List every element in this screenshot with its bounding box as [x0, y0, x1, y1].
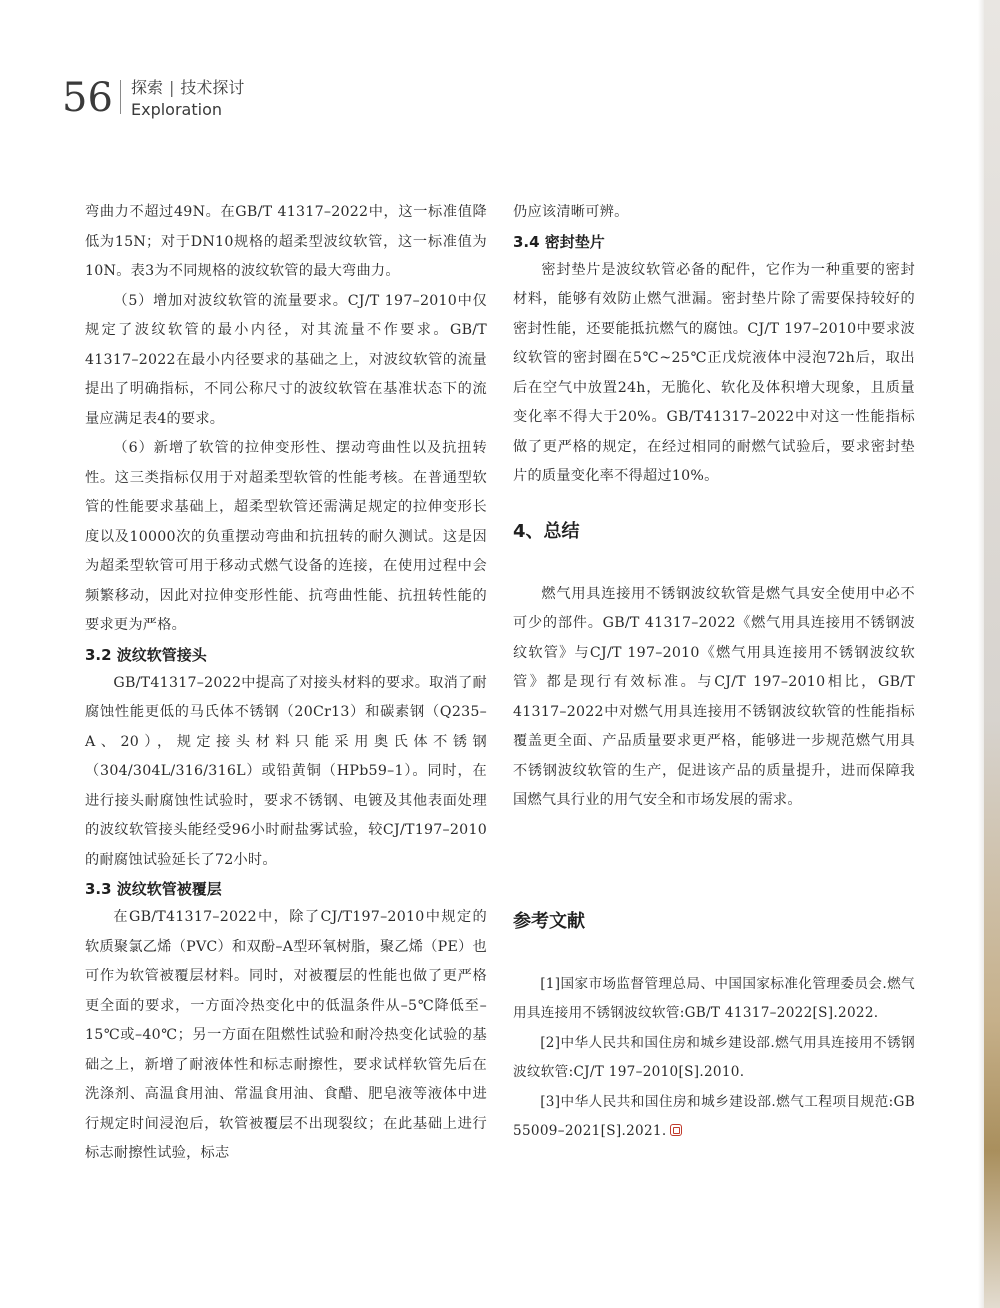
paragraph-continued-right: 仍应该清晰可辨。	[513, 204, 629, 220]
paragraph-3-3: 在GB/T41317–2022中，除了CJ/T197–2010中规定的软质聚氯乙烯（PVC）和双酚–A型环氧树脂，聚乙烯（PE）也可作为软管被覆层材料。同时，对被覆层的性能也做了更严格更全面的要求，一方面冷热变化中的低温条件从–5℃降低至–15℃或–40℃；另一方面在阻燃性试验和耐冷热变化试验的基础之上，新增了耐液体性和标志耐擦性，要求试样软管先后在洗涤剂、高温食用油、常温食用油、食醋、肥皂液等液体中进行规定时间浸泡后，软管被覆层不出现裂纹；在此基础上进行标志耐擦性试验，标志	[85, 909, 487, 1161]
paragraph-continued: 弯曲力不超过49N。在GB/T 41317–2022中，这一标准值降低为15N；对于DN10规格的超柔型波纹软管，这一标准值为10N。表3为不同规格的波纹软管的最大弯曲力。	[85, 204, 487, 279]
subsection-title-cn: 技术探讨	[180, 78, 245, 97]
paragraph-item-6: （6）新增了软管的拉伸变形性、摆动弯曲性以及抗扭转性。这三类指标仅用于对超柔型软管的性能考核。在普通型软管的性能要求基础上，超柔型软管还需满足规定的拉伸变形长度以及10000次的负重摆动弯曲和抗扭转的耐久测试。这是因为超柔型软管可用于移动式燃气设备的连接，在使用过程中会频繁移动，因此对拉伸变形性能、抗弯曲性能、抗扭转性能的要求更为严格。	[85, 440, 487, 633]
heading-3-2: 3.2 波纹软管接头	[85, 645, 207, 664]
paragraph-3-2: GB/T41317–2022中提高了对接头材料的要求。取消了耐腐蚀性能更低的马氏体不锈钢（20Cr13）和碳素钢（Q235–A、20），规定接头材料只能采用奥氏体不锈钢（304/304L/316/316L）或铅黄铜（HPb59–1）。同时，在进行接头耐腐蚀性试验时，要求不锈钢、电镀及其他表面处理的波纹软管接头能经受96小时耐盐雾试验，较CJ/T197–2010的耐腐蚀试验延长了72小时。	[85, 674, 487, 868]
section-divider: |	[169, 78, 175, 97]
heading-summary: 4、总结	[513, 520, 580, 542]
section-title-en: Exploration	[131, 100, 222, 119]
paragraph-item-5: （5）增加对波纹软管的流量要求。CJ/T 197–2010中仅规定了波纹软管的最小内径，对其流量不作要求。GB/T 41317–2022在最小内径要求的基础之上，对波纹软管的流量提出了明确指标，不同公称尺寸的波纹软管在基准状态下的流量应满足表4的要求。	[85, 292, 487, 427]
header-divider	[120, 80, 121, 114]
reference-text: [3]中华人民共和国住房和城乡建设部.燃气工程项目规范:GB 55009–2021[S].2021.	[513, 1093, 915, 1139]
left-column	[85, 198, 487, 1169]
page-number: 56	[62, 75, 113, 121]
end-mark-icon	[670, 1124, 682, 1136]
right-column	[513, 198, 915, 1147]
page-edge-shade	[978, 0, 984, 1308]
heading-3-4: 3.4 密封垫片	[513, 232, 605, 251]
section-title-cn: 探索	[131, 78, 164, 97]
section-header	[131, 78, 244, 98]
heading-3-3: 3.3 波纹软管被覆层	[85, 880, 222, 898]
paragraph-3-4: 密封垫片是波纹软管必备的配件，它作为一种重要的密封材料，能够有效防止燃气泄漏。密封垫片除了需要保持较好的密封性能，还要能抵抗燃气的腐蚀。CJ/T 197–2010中要求波纹软管的密封圈在5℃~25℃正戊烷液体中浸泡72h后，取出后在空气中放置24h，无脆化、软化及体积增大现象，且质量变化率不得大于20%。GB/T41317–2022中对这一性能指标做了更严格的规定，在经过相同的耐燃气试验后，要求密封垫片的质量变化率不得超过10%。	[513, 261, 915, 484]
heading-references: 参考文献	[513, 910, 585, 932]
reference-item	[513, 1088, 915, 1147]
reference-item: [1]国家市场监督管理总局、中国国家标准化管理委员会.燃气用具连接用不锈钢波纹软管:GB/T 41317–2022[S].2022.	[513, 975, 915, 1021]
paragraph-summary: 燃气用具连接用不锈钢波纹软管是燃气具安全使用中必不可少的部件。GB/T 41317–2022《燃气用具连接用不锈钢波纹软管》与CJ/T 197–2010《燃气用具连接用不锈钢波纹软管》都是现行有效标准。与CJ/T 197–2010相比，GB/T 41317–2022中对燃气用具连接用不锈钢波纹软管的性能指标覆盖更全面、产品质量要求更严格，能够进一步规范燃气用具不锈钢波纹软管的生产，促进该产品的质量提升，进而保障我国燃气具行业的用气安全和市场发展的需求。	[513, 585, 915, 808]
page-edge-band	[984, 0, 1000, 1308]
reference-item: [2]中华人民共和国住房和城乡建设部.燃气用具连接用不锈钢波纹软管:CJ/T 197–2010[S].2010.	[513, 1034, 915, 1080]
